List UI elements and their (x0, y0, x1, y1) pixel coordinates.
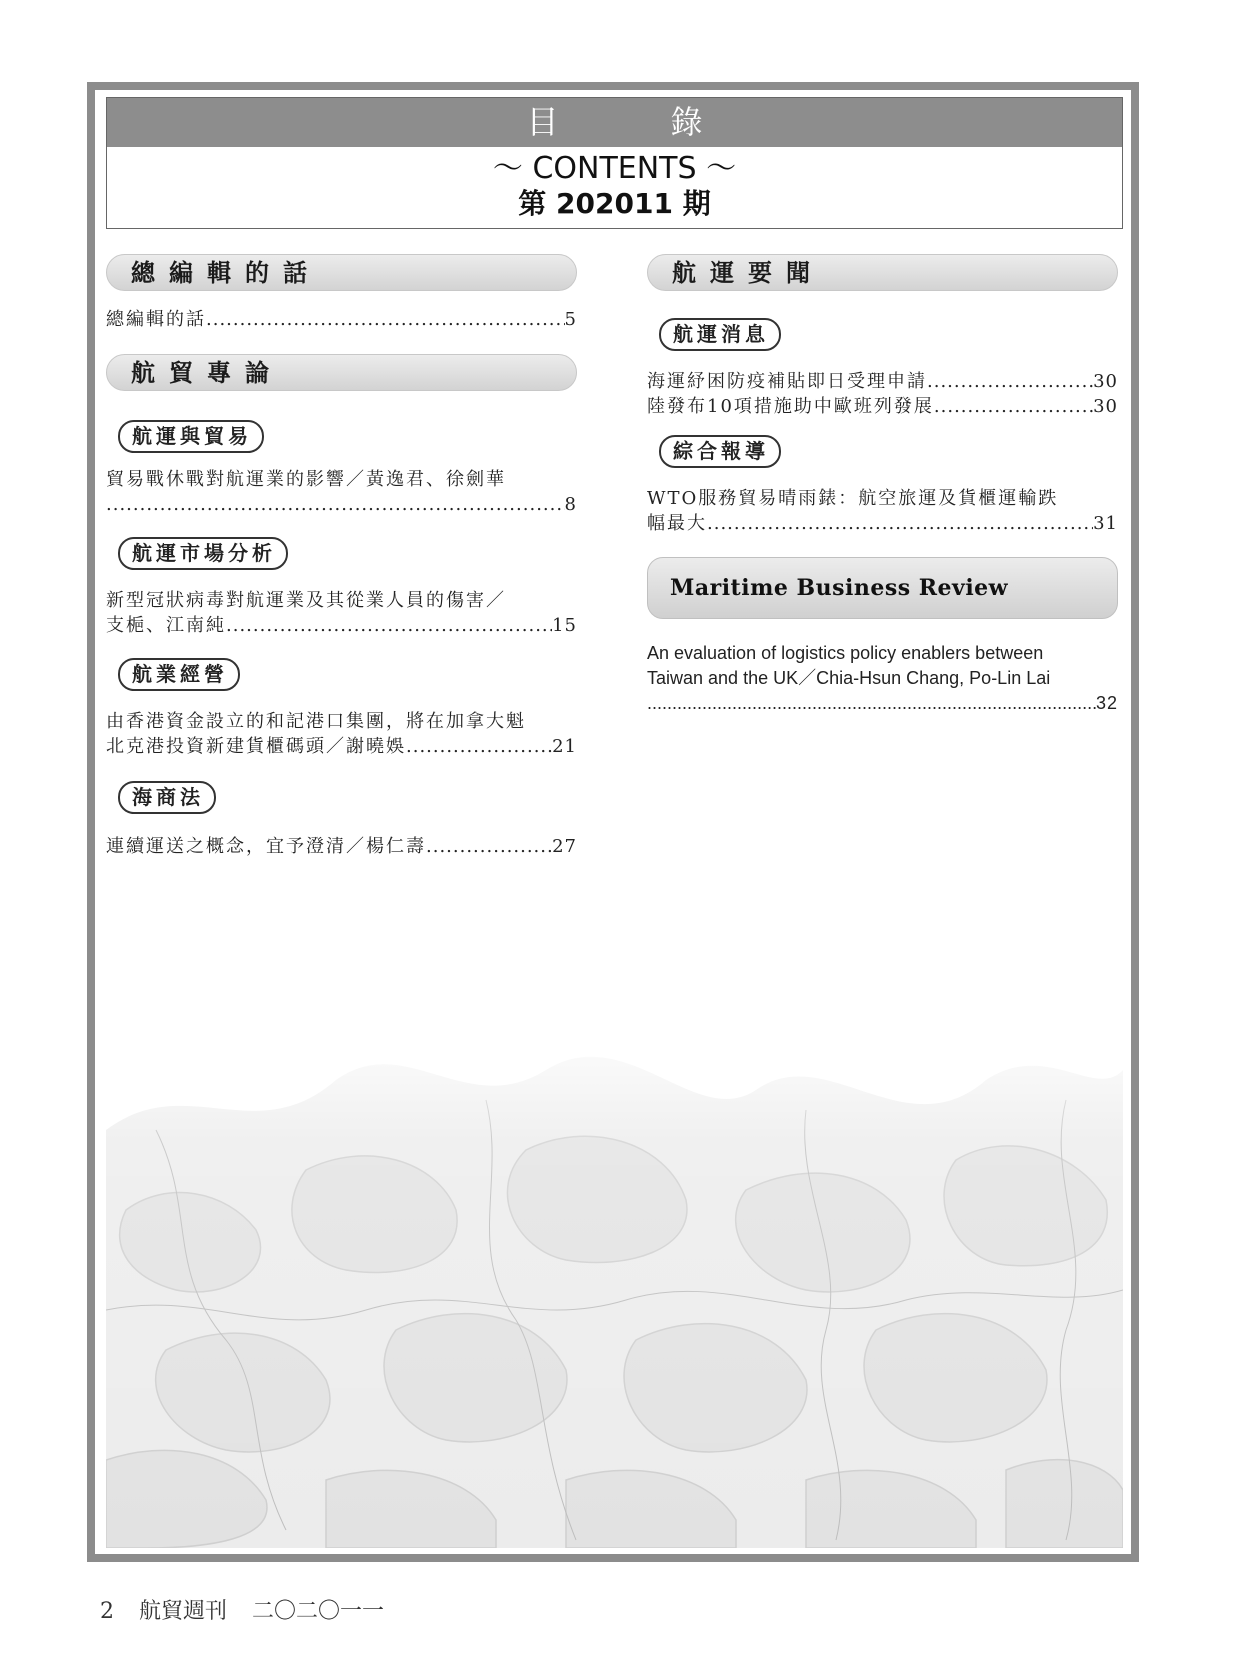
contents-title: 目 錄 (107, 98, 1122, 147)
page-footer (100, 1594, 402, 1625)
entry-title: WTO服務貿易晴雨錶：航空旅運及貨櫃運輸跌 (647, 488, 1059, 509)
section-commentary: 航貿專論 (106, 354, 577, 391)
entry-page: 21 (552, 736, 577, 757)
leader-dots (206, 307, 565, 332)
left-column (106, 254, 577, 859)
entry-page: 32 (1095, 693, 1118, 713)
leader-dots (647, 691, 1096, 716)
entry-page: 15 (552, 615, 577, 636)
subsection-market-analysis (106, 537, 577, 570)
toc-entry[interactable] (106, 709, 577, 759)
leader-dots (927, 369, 1093, 394)
toc-entry[interactable] (106, 588, 577, 638)
toc-entry[interactable] (647, 486, 1118, 536)
marble-background-image (106, 1010, 1123, 1548)
toc-entry[interactable] (647, 641, 1118, 716)
entry-page: 8 (564, 494, 577, 515)
toc-entry[interactable] (106, 834, 577, 859)
toc-entry[interactable] (106, 467, 577, 517)
leader-dots (106, 492, 565, 517)
subsection-label: 綜合報導 (659, 435, 781, 468)
entry-title: 陸發布10項措施助中歐班列發展 (647, 396, 934, 417)
toc-entry[interactable] (647, 369, 1118, 394)
entry-title: 由香港資金設立的和記港口集團，將在加拿大魁 (106, 711, 526, 732)
leader-dots (934, 394, 1093, 419)
leader-dots (426, 834, 552, 859)
subsection-label: 海商法 (118, 781, 216, 814)
entry-page: 30 (1093, 371, 1118, 392)
entry-author: 支梔、江南純 (106, 615, 226, 636)
toc-entry[interactable] (647, 394, 1118, 419)
subsection-label: 航運市場分析 (118, 537, 288, 570)
publication-name: 航貿週刊 (139, 1599, 228, 1624)
subsection-shipping-trade (106, 420, 577, 453)
subsection-label: 航運與貿易 (118, 420, 264, 453)
subsection-shipping-operations (106, 658, 577, 691)
entry-author: 北克港投資新建貨櫃碼頭／謝曉娛 (106, 736, 406, 757)
subsection-shipping-news (647, 318, 1118, 351)
entry-title: 貿易戰休戰對航運業的影響／黃逸君、徐劍華 (106, 469, 506, 490)
entry-title: 連續運送之概念，宜予澄清／楊仁壽 (106, 836, 426, 857)
entry-page: 5 (564, 309, 577, 330)
page-number: 2 (100, 1599, 114, 1624)
footer-issue: 二〇二〇一一 (252, 1599, 385, 1624)
subsection-general-report (647, 435, 1118, 468)
subsection-label: 航運消息 (659, 318, 781, 351)
entry-title-cont: 幅最大 (647, 513, 707, 534)
leader-dots (707, 511, 1093, 536)
entry-title: 海運紓困防疫補貼即日受理申請 (647, 371, 927, 392)
contents-subtitle: ～ CONTENTS ～ (492, 151, 737, 186)
subsection-label: 航業經營 (118, 658, 240, 691)
entry-author: Taiwan and the UK／Chia-Hsun Chang, Po-Lin Lai (647, 668, 1051, 688)
entry-page: 27 (552, 836, 577, 857)
right-column (647, 254, 1118, 716)
entry-title: An evaluation of logistics policy enablers between (647, 643, 1044, 663)
leader-dots (226, 613, 552, 638)
section-maritime-business-review: Maritime Business Review (647, 557, 1118, 619)
subsection-maritime-law (106, 781, 577, 814)
section-editor-note: 總編輯的話 (106, 254, 577, 291)
section-shipping-news: 航運要聞 (647, 254, 1118, 291)
toc-entry[interactable] (106, 307, 577, 332)
entry-page: 31 (1093, 513, 1118, 534)
entry-page: 30 (1093, 396, 1118, 417)
contents-header (106, 97, 1123, 229)
leader-dots (406, 734, 552, 759)
issue-number: 第 202011 期 (518, 187, 711, 220)
entry-title: 新型冠狀病毒對航運業及其從業人員的傷害／ (106, 590, 506, 611)
entry-title: 總編輯的話 (106, 309, 206, 330)
